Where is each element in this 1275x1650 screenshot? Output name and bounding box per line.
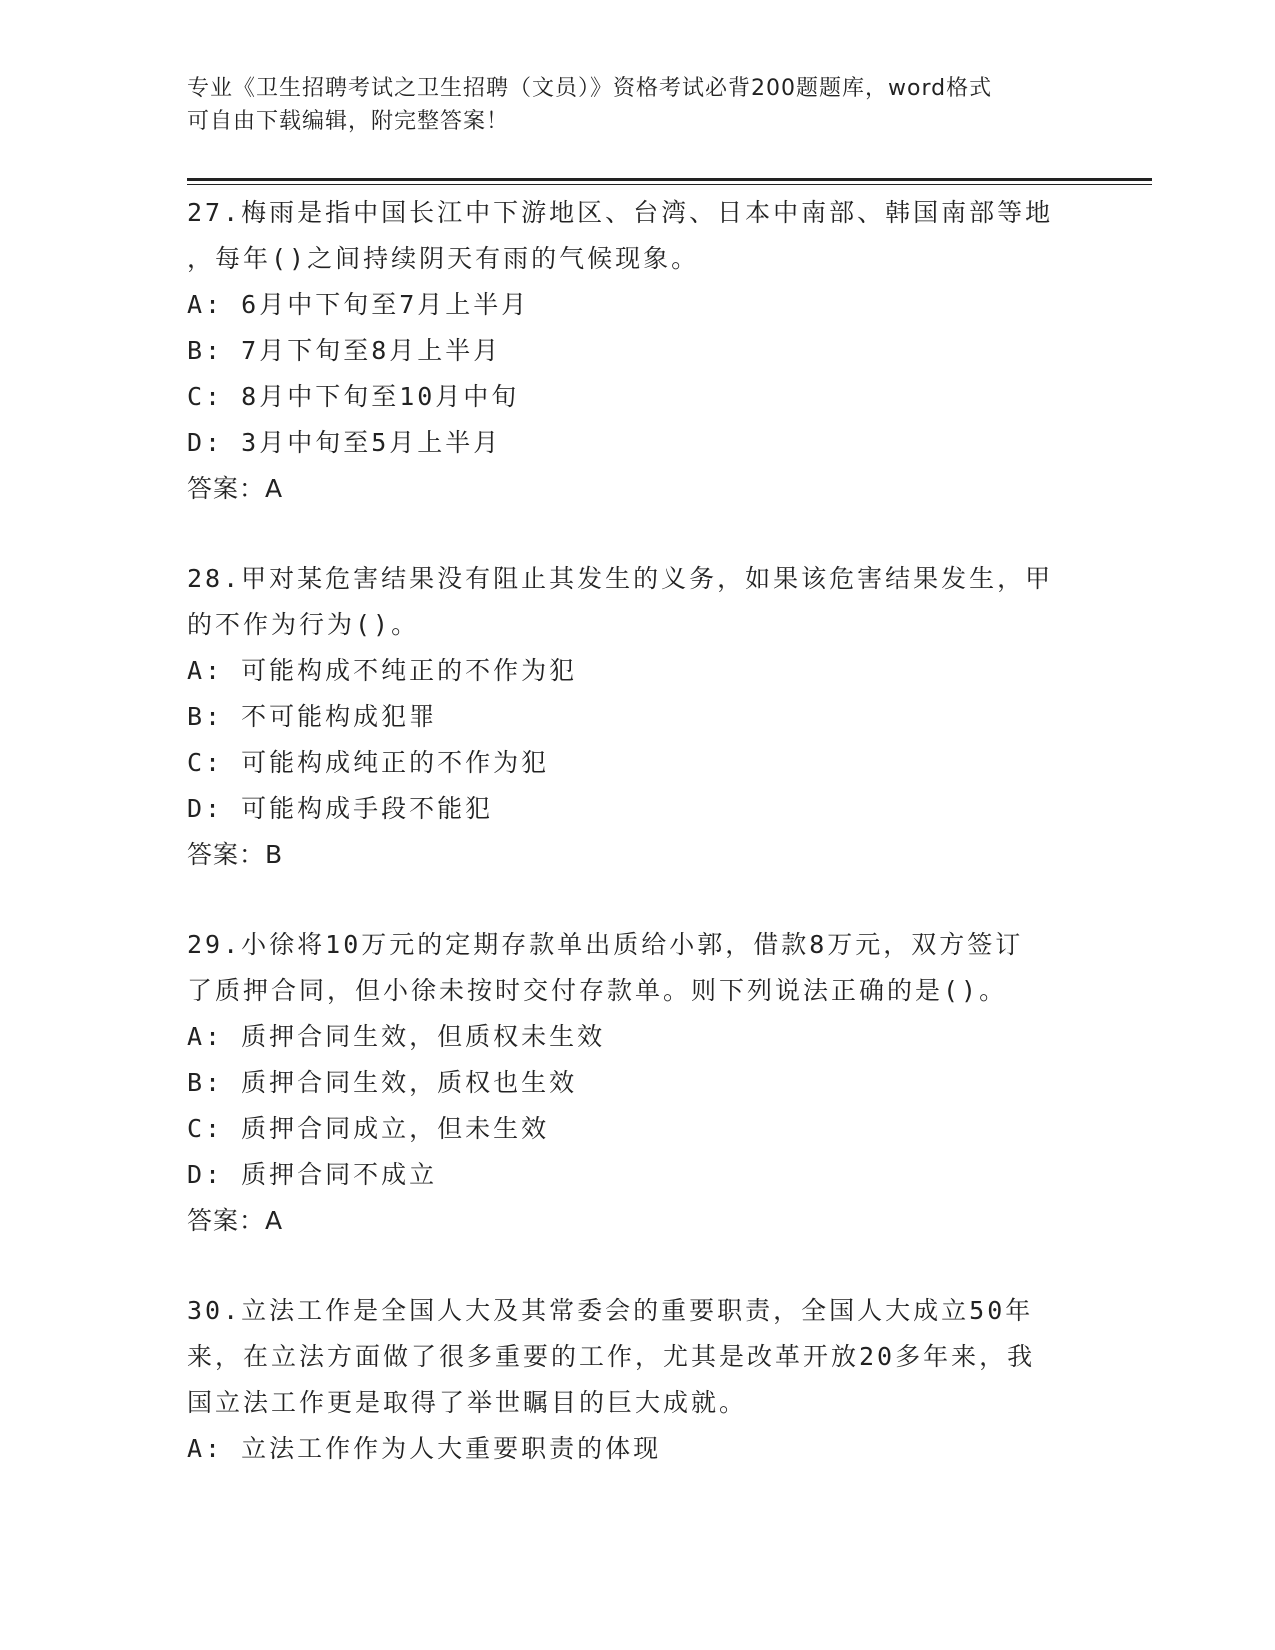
option-d: D: 3月中旬至5月上半月 [187,428,502,457]
header-line-1: 专业《卫生招聘考试之卫生招聘（文员）》资格考试必背200题题库，word格式 [187,76,993,101]
question-stem-line: 国立法工作更是取得了举世瞩目的巨大成就。 [187,1388,748,1417]
header-divider-thin [187,184,1152,185]
question-stem-line: 28.甲对某危害结果没有阻止其发生的义务，如果该危害结果发生，甲 [187,564,1054,593]
option-c: C: 质押合同成立，但未生效 [187,1114,550,1143]
option-b: B: 质押合同生效，质权也生效 [187,1068,578,1097]
question-29 [187,922,1087,1244]
question-30 [187,1288,1087,1472]
answer-label: 答案：B [187,840,284,869]
option-c: C: 可能构成纯正的不作为犯 [187,748,550,777]
option-d: D: 可能构成手段不能犯 [187,794,494,823]
answer-label: 答案：A [187,1206,284,1235]
option-c: C: 8月中下旬至10月中旬 [187,382,520,411]
question-stem-line: 27.梅雨是指中国长江中下游地区、台湾、日本中南部、韩国南部等地 [187,198,1054,227]
option-a: A: 质押合同生效，但质权未生效 [187,1022,606,1051]
option-a: A: 可能构成不纯正的不作为犯 [187,656,578,685]
question-28 [187,556,1087,878]
document-header [187,72,1087,138]
question-stem-line: 了质押合同，但小徐未按时交付存款单。则下列说法正确的是()。 [187,976,1008,1005]
question-stem-line: 30.立法工作是全国人大及其常委会的重要职责，全国人大成立50年 [187,1296,1034,1325]
question-stem-line: 来，在立法方面做了很多重要的工作，尤其是改革开放20多年来，我 [187,1342,1036,1371]
option-b: B: 不可能构成犯罪 [187,702,438,731]
answer-label: 答案：A [187,474,284,503]
question-stem-line: 29.小徐将10万元的定期存款单出质给小郭，借款8万元，双方签订 [187,930,1024,959]
header-divider-thick [187,178,1152,181]
option-d: D: 质押合同不成立 [187,1160,438,1189]
question-stem-line: 的不作为行为()。 [187,610,420,639]
option-a: A: 立法工作作为人大重要职责的体现 [187,1434,662,1463]
header-line-2: 可自由下载编辑，附完整答案！ [187,109,510,134]
question-27 [187,190,1087,512]
option-b: B: 7月下旬至8月上半月 [187,336,502,365]
question-stem-line: ，每年()之间持续阴天有雨的气候现象。 [187,244,700,273]
question-list [187,190,1087,1516]
option-a: A: 6月中下旬至7月上半月 [187,290,530,319]
